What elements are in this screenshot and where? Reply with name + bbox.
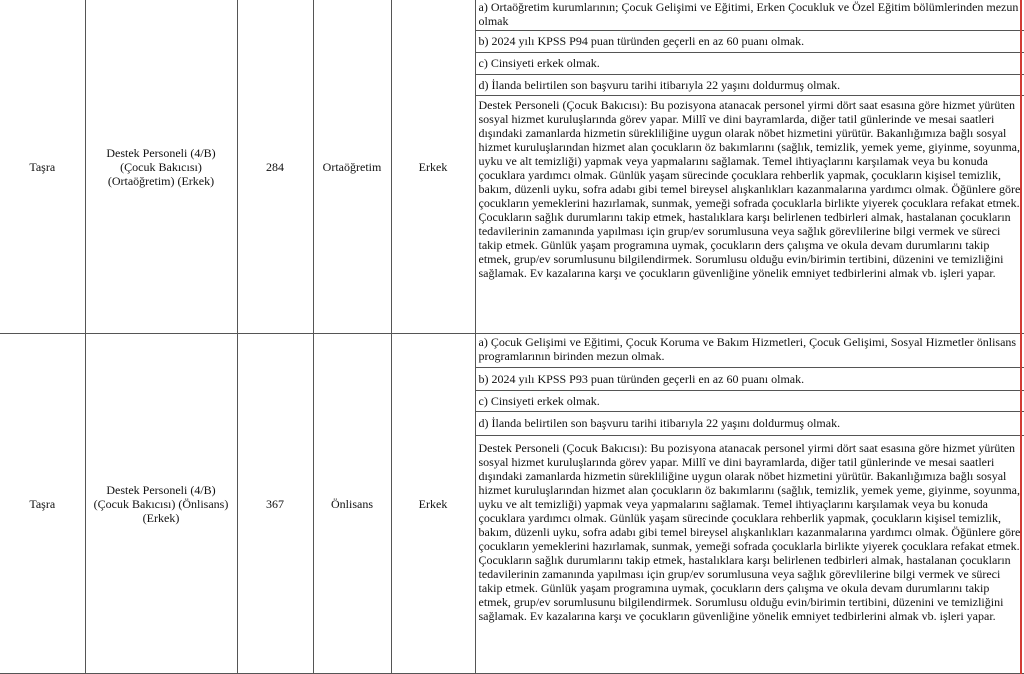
location-cell: Taşra (0, 0, 85, 334)
position-cell: Destek Personeli (4/B) (Çocuk Bakıcısı) (Önlisans) (Erkek) (85, 334, 237, 674)
requirement-d: d) İlanda belirtilen son başvuru tarihi itibarıyla 22 yaşını doldurmuş olmak. (475, 75, 1024, 96)
location-cell: Taşra (0, 334, 85, 674)
requirement-d: d) İlanda belirtilen son başvuru tarihi itibarıyla 22 yaşını doldurmuş olmak. (475, 411, 1024, 435)
requirement-a: a) Ortaöğretim kurumlarının; Çocuk Gelişimi ve Eğitimi, Erken Çocukluk ve Özel Eğitim bölümlerinden mezun olmak (475, 0, 1024, 30)
requirement-a: a) Çocuk Gelişimi ve Eğitimi, Çocuk Koruma ve Bakım Hizmetleri, Çocuk Gelişimi, Sosyal Hizmetler önlisans programlarının birinden mezun olmak. (475, 334, 1024, 368)
requirement-c: c) Cinsiyeti erkek olmak. (475, 52, 1024, 74)
count-cell: 367 (237, 334, 313, 674)
requirement-c: c) Cinsiyeti erkek olmak. (475, 390, 1024, 411)
job-description: Destek Personeli (Çocuk Bakıcısı): Bu pozisyona atanacak personel yirmi dört saat esasına göre hizmet yürüten sosyal hizmet kuruluşlarında görev yapar. Millî ve dini bayramlarda, diğer tatil günlerinde ve mesai saatleri dışındaki zamanlarda hizmetin sürekliliğine uygun olarak nöbet hizmetini yürütür. Bakanlığımıza bağlı sosyal hizmet kuruluşlarından hizmet alan çocukların öz bakımlarını (sağlık, temizlik, yemek yeme, giyinme, soyunma, uyku ve alt temizliği) yapmak veya yapmalarını sağlamak. Temel ihtiyaçlarını karşılamak veya bu konuda çocuklara yardımcı olmak. Günlük yaşam sürecinde çocuklara rehberlik yapmak, çocukların kişisel temizlik, bakım, düzenli uyku, sofra adabı gibi temel bireysel alışkanlıkları kazanmalarına yardımcı olmak. Öğünlere göre çocukların yemeklerini hazırlamak, sunmak, yemeği sofrada çocuklarla birlikte yiyerek çocuklara refakat etmek. Çocukların sağlık durumlarını takip etmek, hastalıklara karşı belirlenen tedbirleri almak, hastalanan çocukların tedavilerinin zamanında yapılması için grup/ev sorumlusuna veya sağlık görevlilerine bilgi vermek ve süreci takip etmek. Günlük yaşam programına uymak, çocukların ders çalışma ve okula devam durumlarını takip etmek, grup/ev sorumlusunu bilgilendirmek. Sorumlusu olduğu evin/birimin tertibini, düzenini ve temizliğini sağlamak. Ev kazalarına karşı ve çocukların güvenliğine yönelik emniyet tedbirlerini almak vb. işleri yapar. (475, 435, 1024, 673)
gender-cell: Erkek (391, 334, 475, 674)
table-row (0, 0, 1024, 30)
requirement-b: b) 2024 yılı KPSS P94 puan türünden geçerli en az 60 puanı olmak. (475, 30, 1024, 52)
education-cell: Önlisans (313, 334, 391, 674)
page-edge-line (1020, 0, 1022, 674)
count-cell: 284 (237, 0, 313, 334)
requirement-b: b) 2024 yılı KPSS P93 puan türünden geçerli en az 60 puanı olmak. (475, 368, 1024, 390)
table-row (0, 334, 1024, 368)
education-cell: Ortaöğretim (313, 0, 391, 334)
job-description: Destek Personeli (Çocuk Bakıcısı): Bu pozisyona atanacak personel yirmi dört saat esasına göre hizmet yürüten sosyal hizmet kuruluşlarında görev yapar. Millî ve dini bayramlarda, diğer tatil günlerinde ve mesai saatleri dışındaki zamanlarda hizmetin sürekliliğine uygun olarak nöbet hizmetini yürütür. Bakanlığımıza bağlı sosyal hizmet kuruluşlarından hizmet alan çocukların öz bakımlarını (sağlık, temizlik, yemek yeme, giyinme, soyunma, uyku ve alt temizliği) yapmak veya yapmalarını sağlamak. Temel ihtiyaçlarını karşılamak veya bu konuda çocuklara yardımcı olmak. Günlük yaşam sürecinde çocuklara rehberlik yapmak, çocukların kişisel temizlik, bakım, düzenli uyku, sofra adabı gibi temel bireysel alışkanlıkları kazanmalarına yardımcı olmak. Öğünlere göre çocukların yemeklerini hazırlamak, sunmak, yemeği sofrada çocuklarla birlikte yiyerek çocuklara refakat etmek. Çocukların sağlık durumlarını takip etmek, hastalıklara karşı belirlenen tedbirleri almak, hastalanan çocukların tedavilerinin zamanında yapılması için grup/ev sorumlusuna veya sağlık görevlilerine bilgi vermek ve süreci takip etmek. Günlük yaşam programına uymak, çocukların ders çalışma ve okula devam durumlarını takip etmek, grup/ev sorumlusunu bilgilendirmek. Sorumlusu olduğu evin/birimin tertibini, düzenini ve temizliğini sağlamak. Ev kazalarına karşı ve çocukların güvenliğine yönelik emniyet tedbirlerini almak vb. işleri yapar. (475, 96, 1024, 334)
position-cell: Destek Personeli (4/B) (Çocuk Bakıcısı) (Ortaöğretim) (Erkek) (85, 0, 237, 334)
gender-cell: Erkek (391, 0, 475, 334)
